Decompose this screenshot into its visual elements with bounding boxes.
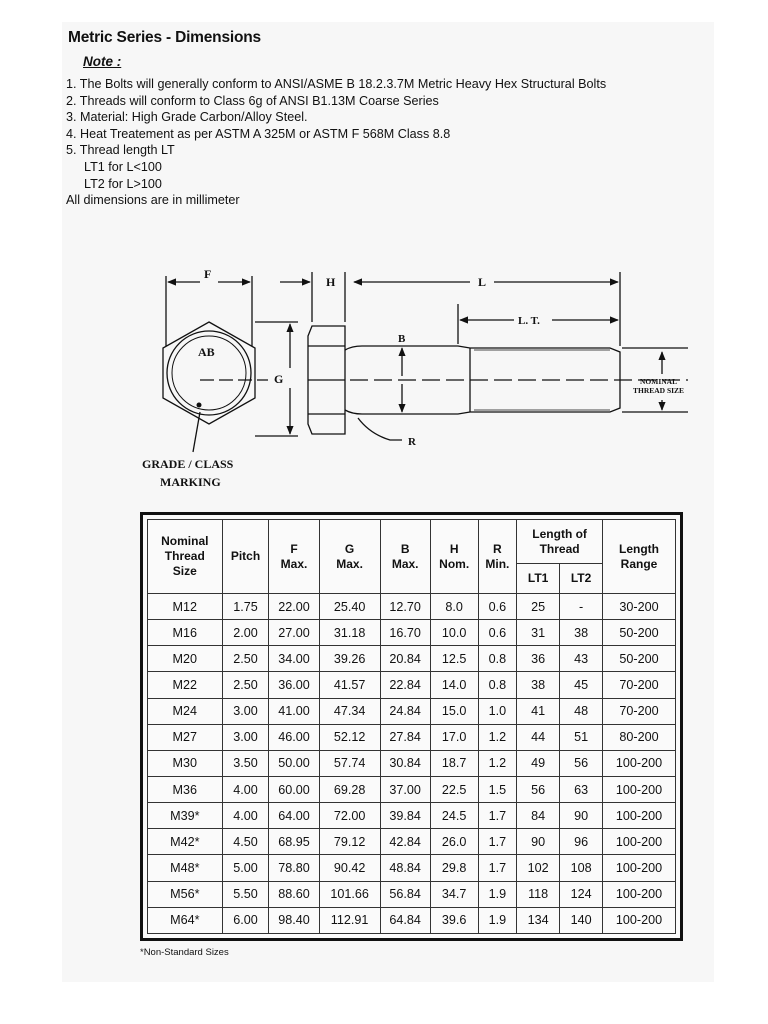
- cell-b-max: 20.84: [380, 646, 430, 672]
- label-lt: L. T.: [518, 315, 540, 327]
- header-b-max: B Max.: [380, 520, 430, 594]
- cell-g-max: 72.00: [319, 803, 380, 829]
- table-row: [148, 881, 676, 907]
- cell-g-max: 101.66: [319, 881, 380, 907]
- cell-pitch: 3.00: [222, 724, 269, 750]
- table-row: [148, 776, 676, 802]
- cell-pitch: 4.00: [222, 803, 269, 829]
- cell-length-range: 100-200: [603, 855, 676, 881]
- cell-length-range: 100-200: [603, 881, 676, 907]
- cell-lt1: 90: [517, 829, 560, 855]
- cell-size: M42*: [148, 829, 223, 855]
- note-item: 5. Thread length LT: [66, 143, 175, 158]
- cell-pitch: 4.00: [222, 776, 269, 802]
- cell-h-nom: 8.0: [430, 594, 478, 620]
- cell-pitch: 4.50: [222, 829, 269, 855]
- cell-length-range: 100-200: [603, 829, 676, 855]
- cell-lt1: 49: [517, 750, 560, 776]
- cell-g-max: 39.26: [319, 646, 380, 672]
- label-nominal: NOMINAL: [640, 377, 678, 386]
- cell-r-min: 1.7: [478, 829, 517, 855]
- cell-r-min: 1.7: [478, 803, 517, 829]
- cell-f-max: 64.00: [269, 803, 319, 829]
- cell-f-max: 34.00: [269, 646, 319, 672]
- cell-g-max: 112.91: [319, 907, 380, 933]
- units-note: All dimensions are in millimeter: [66, 193, 240, 208]
- cell-size: M24: [148, 698, 223, 724]
- cell-b-max: 12.70: [380, 594, 430, 620]
- footnote: *Non-Standard Sizes: [140, 947, 229, 958]
- cell-lt2: 38: [560, 620, 603, 646]
- cell-b-max: 56.84: [380, 881, 430, 907]
- cell-lt2: 140: [560, 907, 603, 933]
- label-thread-size: THREAD SIZE: [633, 386, 685, 395]
- cell-lt2: 48: [560, 698, 603, 724]
- cell-pitch: 5.50: [222, 881, 269, 907]
- cell-g-max: 47.34: [319, 698, 380, 724]
- cell-length-range: 100-200: [603, 907, 676, 933]
- cell-f-max: 22.00: [269, 594, 319, 620]
- cell-r-min: 0.6: [478, 620, 517, 646]
- cell-g-max: 90.42: [319, 855, 380, 881]
- header-lt1: LT1: [517, 564, 560, 594]
- notes-list: [66, 76, 706, 209]
- label-h: H: [326, 275, 336, 289]
- note-item: 4. Heat Treatement as per ASTM A 325M or ASTM F 568M Class 8.8: [66, 126, 451, 141]
- note-subitem: LT2 for L>100: [84, 176, 162, 191]
- cell-h-nom: 10.0: [430, 620, 478, 646]
- cell-pitch: 2.50: [222, 672, 269, 698]
- cell-size: M48*: [148, 855, 223, 881]
- cell-h-nom: 39.6: [430, 907, 478, 933]
- table-body: [148, 594, 676, 934]
- cell-lt1: 134: [517, 907, 560, 933]
- cell-f-max: 27.00: [269, 620, 319, 646]
- header-h-nom: H Nom.: [430, 520, 478, 594]
- cell-r-min: 1.9: [478, 907, 517, 933]
- cell-length-range: 30-200: [603, 594, 676, 620]
- cell-g-max: 25.40: [319, 594, 380, 620]
- note-subitem: LT1 for L<100: [84, 159, 162, 174]
- cell-length-range: 50-200: [603, 620, 676, 646]
- cell-h-nom: 34.7: [430, 881, 478, 907]
- cell-f-max: 98.40: [269, 907, 319, 933]
- label-l: L: [478, 275, 487, 289]
- cell-size: M39*: [148, 803, 223, 829]
- cell-r-min: 1.2: [478, 750, 517, 776]
- table-row: [148, 750, 676, 776]
- cell-b-max: 48.84: [380, 855, 430, 881]
- cell-r-min: 1.5: [478, 776, 517, 802]
- label-ab: AB: [198, 345, 215, 359]
- cell-lt1: 38: [517, 672, 560, 698]
- cell-lt1: 84: [517, 803, 560, 829]
- cell-f-max: 68.95: [269, 829, 319, 855]
- label-marking: MARKING: [160, 475, 221, 489]
- cell-r-min: 0.8: [478, 646, 517, 672]
- cell-lt2: 108: [560, 855, 603, 881]
- cell-f-max: 50.00: [269, 750, 319, 776]
- cell-f-max: 46.00: [269, 724, 319, 750]
- cell-lt1: 41: [517, 698, 560, 724]
- page-title: Metric Series - Dimensions: [68, 29, 261, 46]
- cell-h-nom: 24.5: [430, 803, 478, 829]
- header-g-max: G Max.: [319, 520, 380, 594]
- cell-length-range: 70-200: [603, 698, 676, 724]
- header-r-min: R Min.: [478, 520, 517, 594]
- cell-size: M64*: [148, 907, 223, 933]
- cell-h-nom: 26.0: [430, 829, 478, 855]
- cell-lt2: 96: [560, 829, 603, 855]
- header-pitch: Pitch: [222, 520, 269, 594]
- cell-r-min: 1.9: [478, 881, 517, 907]
- cell-size: M56*: [148, 881, 223, 907]
- cell-f-max: 78.80: [269, 855, 319, 881]
- cell-h-nom: 14.0: [430, 672, 478, 698]
- cell-h-nom: 15.0: [430, 698, 478, 724]
- table-row: [148, 672, 676, 698]
- cell-lt2: 56: [560, 750, 603, 776]
- cell-b-max: 22.84: [380, 672, 430, 698]
- header-f-max: F Max.: [269, 520, 319, 594]
- cell-b-max: 24.84: [380, 698, 430, 724]
- header-length-of-thread: Length of Thread: [517, 520, 603, 564]
- cell-pitch: 3.50: [222, 750, 269, 776]
- cell-h-nom: 17.0: [430, 724, 478, 750]
- label-f: F: [204, 267, 212, 281]
- cell-size: M22: [148, 672, 223, 698]
- cell-f-max: 41.00: [269, 698, 319, 724]
- label-b: B: [398, 333, 406, 345]
- cell-b-max: 42.84: [380, 829, 430, 855]
- cell-h-nom: 12.5: [430, 646, 478, 672]
- cell-b-max: 27.84: [380, 724, 430, 750]
- cell-pitch: 5.00: [222, 855, 269, 881]
- cell-size: M16: [148, 620, 223, 646]
- table-row: [148, 829, 676, 855]
- cell-g-max: 41.57: [319, 672, 380, 698]
- cell-g-max: 57.74: [319, 750, 380, 776]
- table-row: [148, 646, 676, 672]
- table-row: [148, 724, 676, 750]
- cell-length-range: 80-200: [603, 724, 676, 750]
- cell-lt1: 25: [517, 594, 560, 620]
- cell-f-max: 88.60: [269, 881, 319, 907]
- cell-b-max: 30.84: [380, 750, 430, 776]
- cell-lt2: 124: [560, 881, 603, 907]
- table-row: [148, 803, 676, 829]
- cell-lt1: 36: [517, 646, 560, 672]
- cell-lt2: 45: [560, 672, 603, 698]
- header-nominal-thread-size: Nominal Thread Size: [148, 520, 223, 594]
- cell-length-range: 100-200: [603, 803, 676, 829]
- cell-b-max: 39.84: [380, 803, 430, 829]
- bolt-drawing: [140, 262, 700, 494]
- cell-r-min: 1.7: [478, 855, 517, 881]
- table-row: [148, 620, 676, 646]
- hex-head-end-view: [163, 322, 255, 424]
- cell-pitch: 2.50: [222, 646, 269, 672]
- cell-lt1: 118: [517, 881, 560, 907]
- note-item: 3. Material: High Grade Carbon/Alloy Steel.: [66, 110, 308, 125]
- cell-r-min: 0.8: [478, 672, 517, 698]
- cell-size: M36: [148, 776, 223, 802]
- table-row: [148, 855, 676, 881]
- bearing-circle: [167, 331, 251, 415]
- cell-b-max: 37.00: [380, 776, 430, 802]
- cell-g-max: 52.12: [319, 724, 380, 750]
- cell-h-nom: 29.8: [430, 855, 478, 881]
- cell-g-max: 79.12: [319, 829, 380, 855]
- header-lt2: LT2: [560, 564, 603, 594]
- cell-lt2: 90: [560, 803, 603, 829]
- header-length-range: Length Range: [603, 520, 676, 594]
- dimension-table: [147, 519, 676, 934]
- label-grade-class: GRADE / CLASS: [142, 457, 234, 471]
- cell-f-max: 60.00: [269, 776, 319, 802]
- note-label: Note :: [83, 54, 122, 69]
- cell-lt1: 56: [517, 776, 560, 802]
- cell-g-max: 69.28: [319, 776, 380, 802]
- cell-lt1: 102: [517, 855, 560, 881]
- cell-length-range: 70-200: [603, 672, 676, 698]
- cell-r-min: 1.2: [478, 724, 517, 750]
- cell-lt2: 63: [560, 776, 603, 802]
- cell-size: M12: [148, 594, 223, 620]
- cell-length-range: 100-200: [603, 750, 676, 776]
- cell-size: M20: [148, 646, 223, 672]
- cell-lt2: -: [560, 594, 603, 620]
- cell-length-range: 100-200: [603, 776, 676, 802]
- cell-pitch: 1.75: [222, 594, 269, 620]
- note-item: 2. Threads will conform to Class 6g of ANSI B1.13M Coarse Series: [66, 93, 439, 108]
- cell-size: M30: [148, 750, 223, 776]
- cell-pitch: 2.00: [222, 620, 269, 646]
- cell-lt2: 51: [560, 724, 603, 750]
- cell-lt2: 43: [560, 646, 603, 672]
- cell-h-nom: 22.5: [430, 776, 478, 802]
- table-row: [148, 698, 676, 724]
- label-g: G: [274, 372, 284, 386]
- cell-g-max: 31.18: [319, 620, 380, 646]
- cell-b-max: 16.70: [380, 620, 430, 646]
- cell-pitch: 3.00: [222, 698, 269, 724]
- note-item: 1. The Bolts will generally conform to ANSI/ASME B 18.2.3.7M Metric Heavy Hex Structural Bolts: [66, 77, 607, 91]
- cell-length-range: 50-200: [603, 646, 676, 672]
- cell-lt1: 31: [517, 620, 560, 646]
- cell-f-max: 36.00: [269, 672, 319, 698]
- cell-h-nom: 18.7: [430, 750, 478, 776]
- table-row: [148, 594, 676, 620]
- cell-r-min: 1.0: [478, 698, 517, 724]
- cell-b-max: 64.84: [380, 907, 430, 933]
- label-r: R: [408, 436, 416, 448]
- table-row: [148, 907, 676, 933]
- dimension-table-frame: [140, 512, 683, 941]
- cell-r-min: 0.6: [478, 594, 517, 620]
- cell-size: M27: [148, 724, 223, 750]
- cell-pitch: 6.00: [222, 907, 269, 933]
- cell-lt1: 44: [517, 724, 560, 750]
